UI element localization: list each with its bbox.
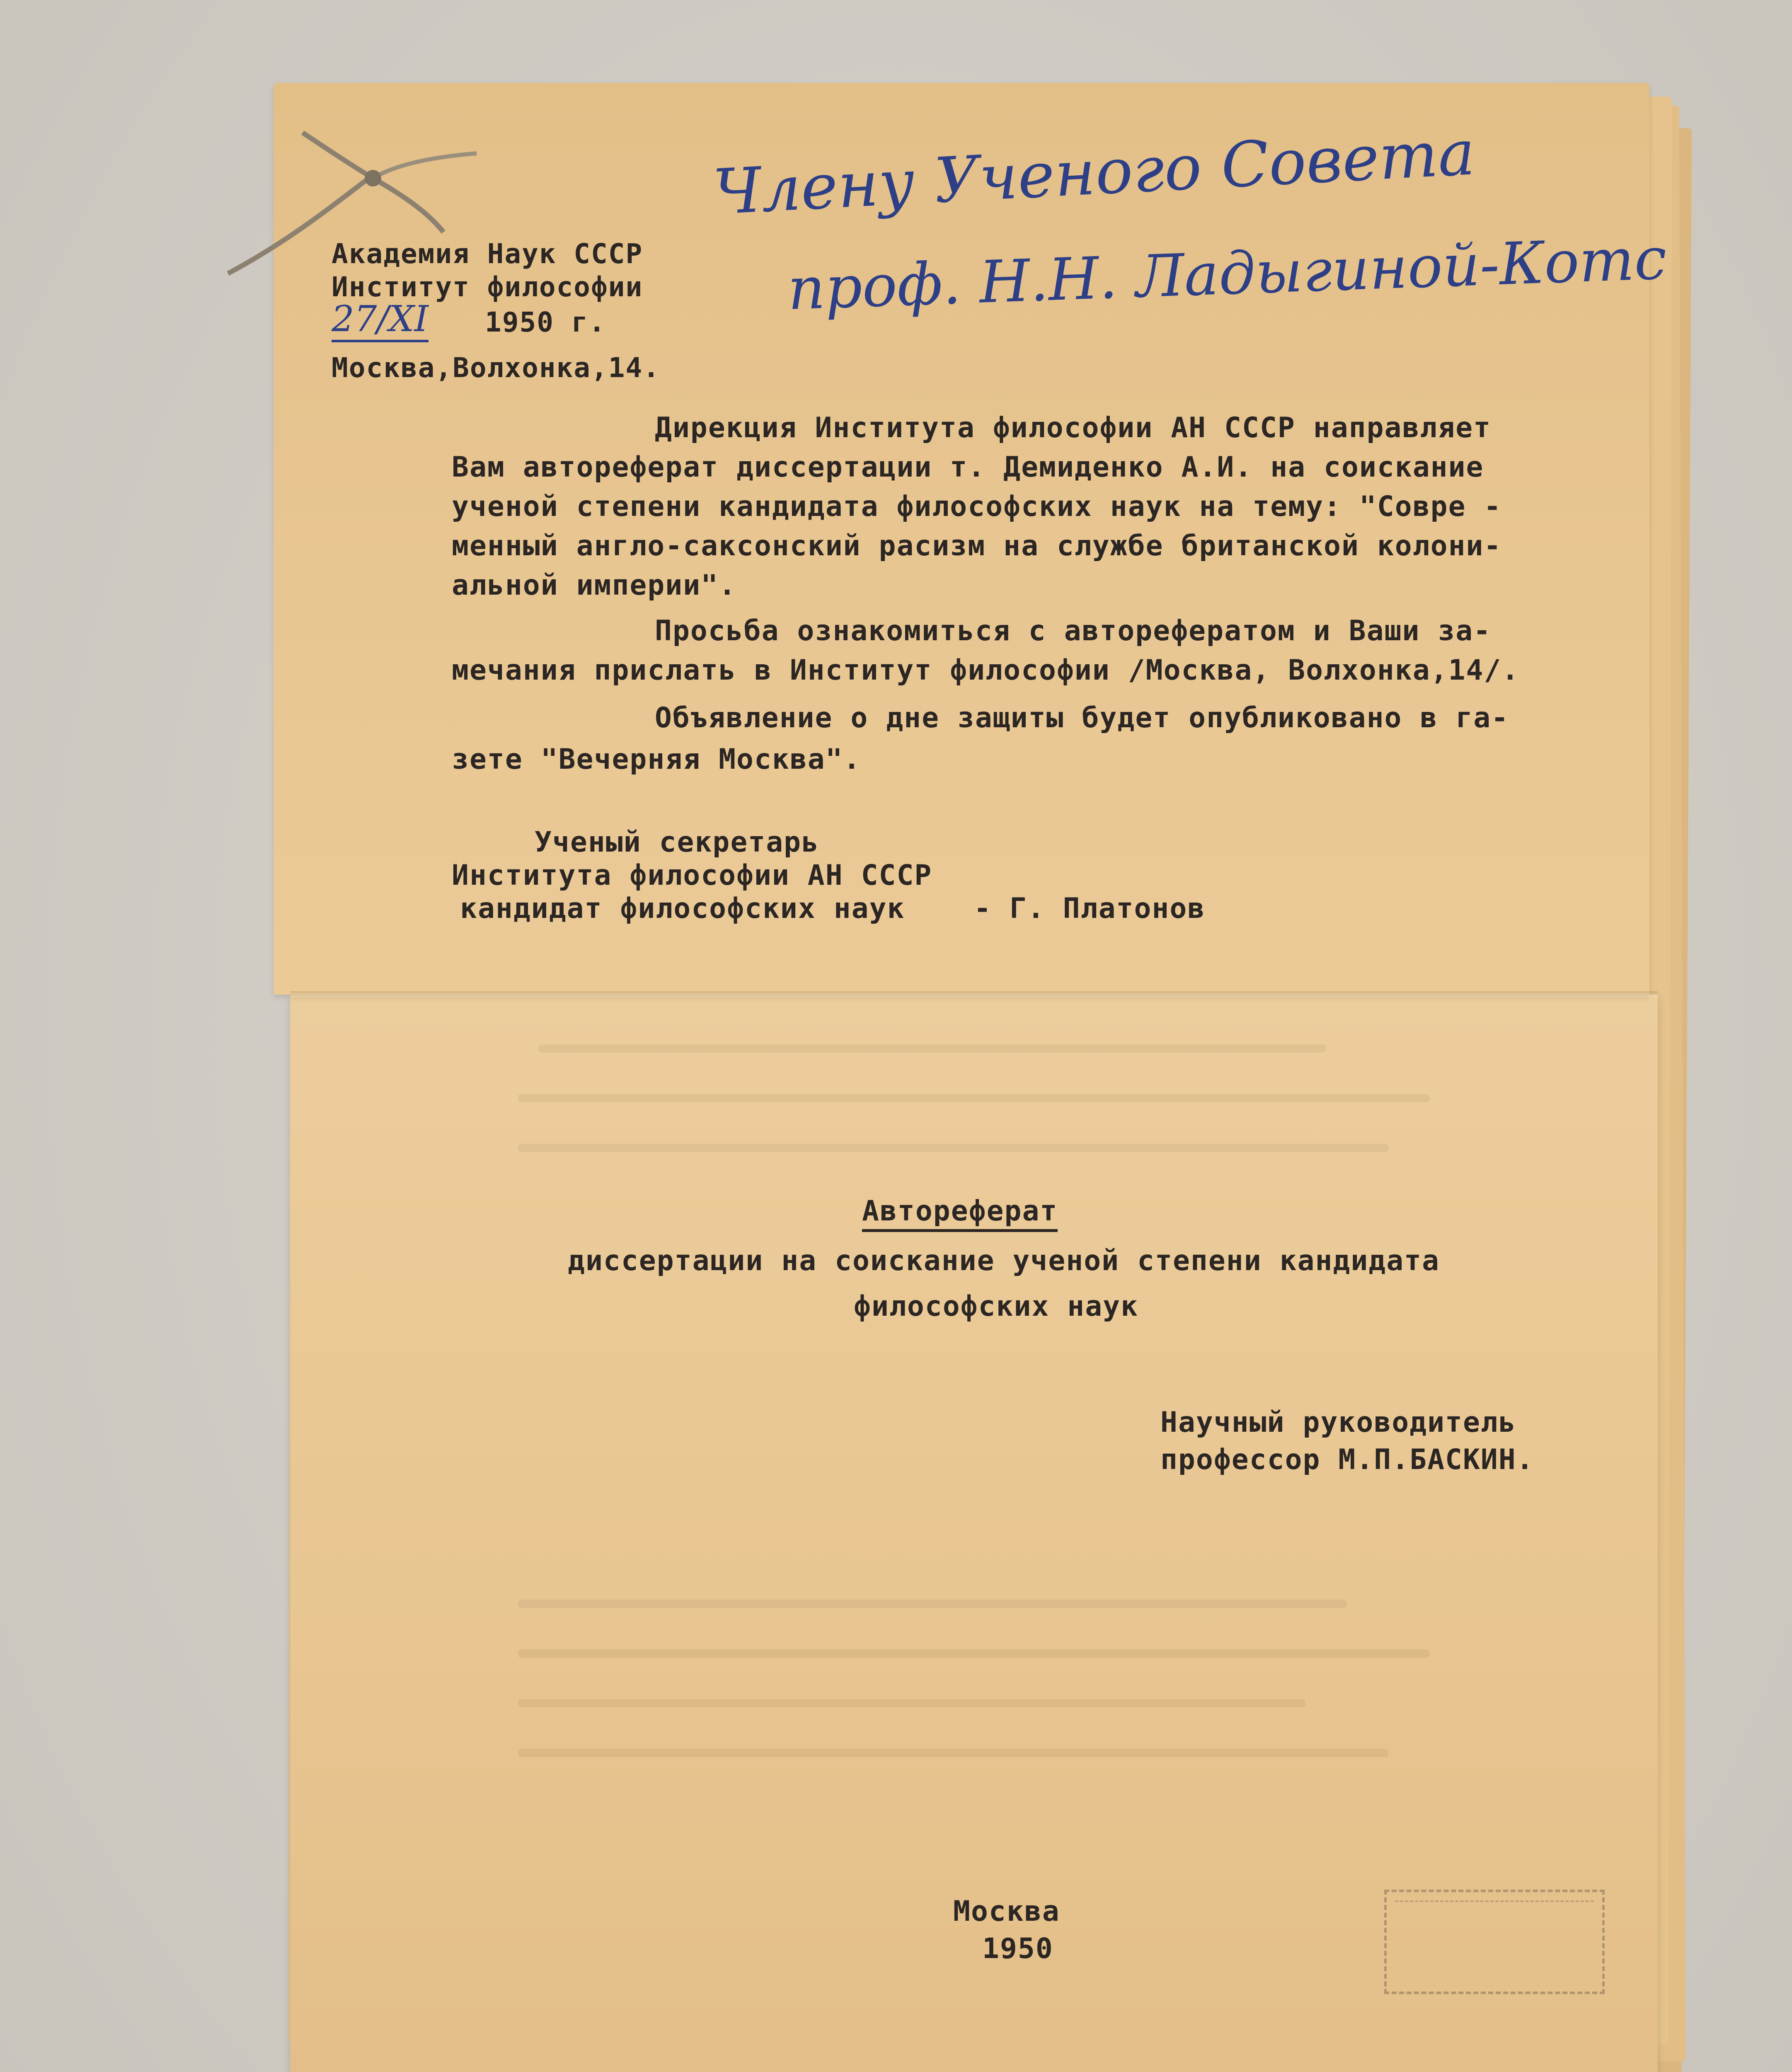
cover-year: 1950	[982, 1932, 1053, 1965]
bleed-through-mark	[539, 1044, 1326, 1053]
cover-subtitle-line1: диссертации на соискание ученой степени кандидата	[568, 1244, 1440, 1277]
header-address: Москва,Волхонка,14.	[332, 352, 660, 384]
library-stamp	[1384, 1890, 1605, 1994]
letter-line: мечания прислать в Институт философии /Москва, Волхонка,14/.	[452, 654, 1520, 687]
bleed-through-mark	[518, 1094, 1430, 1102]
bleed-through-mark	[518, 1699, 1305, 1707]
page-overlap-edge	[290, 991, 1658, 997]
cover-subtitle-line2: философских наук	[854, 1290, 1139, 1323]
letter-line: альной империи".	[452, 569, 737, 602]
signature-title-line3: кандидат философских наук	[460, 892, 905, 925]
letter-line: зете "Вечерняя Москва".	[452, 743, 861, 776]
cover-city: Москва	[953, 1895, 1060, 1928]
letter-line: ученой степени кандидата философских наук на тему: "Совре -	[452, 490, 1502, 523]
letter-line: менный англо-саксонский расизм на службе британской колони-	[452, 530, 1502, 562]
handwritten-date: 27/XI	[332, 298, 429, 342]
bleed-through-mark	[518, 1649, 1430, 1658]
header-academy: Академия Наук СССР	[332, 238, 643, 270]
signature-title-line2: Института философии АН СССР	[452, 859, 932, 892]
advisor-line1: Научный руководитель	[1160, 1406, 1516, 1439]
signature-title-line1: Ученый секретарь	[535, 826, 820, 859]
bleed-through-mark	[518, 1749, 1388, 1757]
header-institute: Институт философии	[332, 271, 643, 303]
letter-line: Вам автореферат диссертации т. Демиденко А.И. на соискание	[452, 451, 1484, 484]
letter-line: Просьба ознакомиться с авторефератом и Ваши за-	[655, 615, 1492, 647]
bleed-through-mark	[518, 1144, 1388, 1152]
advisor-line2: профессор М.П.БАСКИН.	[1160, 1443, 1534, 1476]
handwritten-recipient-line1: Члену Ученого Совета	[711, 116, 1477, 229]
letter-line: Дирекция Института философии АН СССР направляет	[655, 411, 1492, 444]
bleed-through-mark	[518, 1600, 1347, 1608]
handwritten-recipient-line2: проф. Н.Н. Ладыгиной-Котс	[786, 225, 1668, 323]
signature-name: - Г. Платонов	[974, 892, 1206, 925]
letter-line: Объявление о дне защиты будет опубликовано в га-	[655, 702, 1509, 734]
header-year: 1950 г.	[485, 306, 606, 338]
cover-title: Автореферат	[862, 1193, 1058, 1232]
